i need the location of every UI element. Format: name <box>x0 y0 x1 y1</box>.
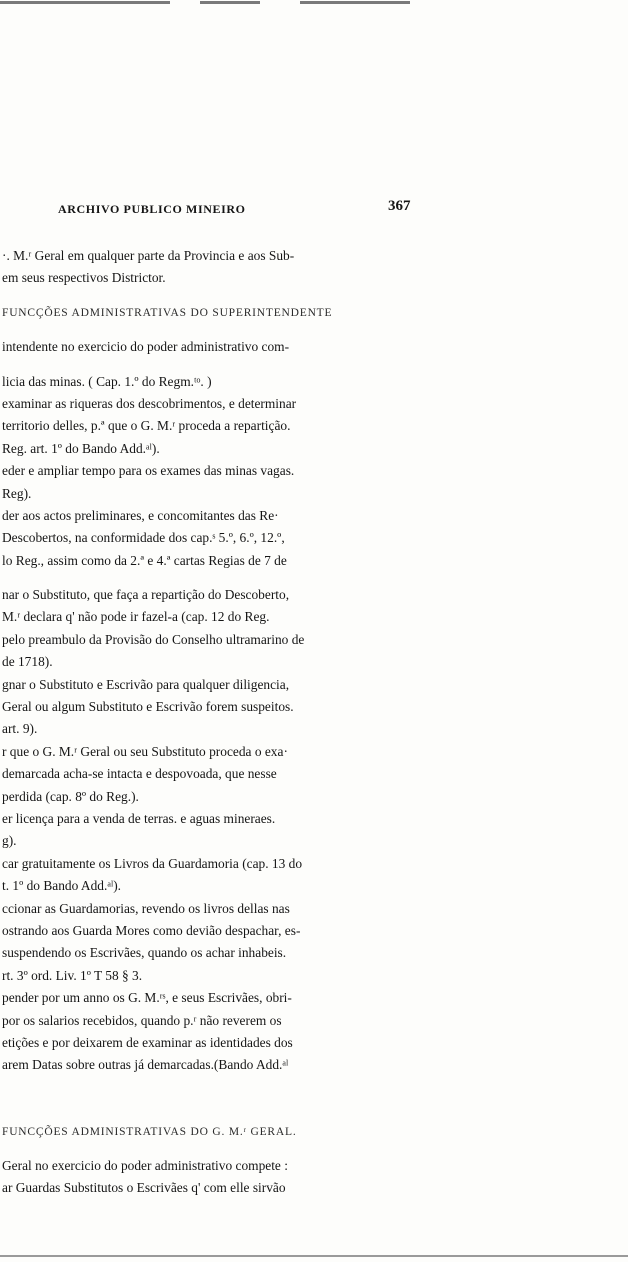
top-rule <box>0 0 628 10</box>
text-line: de 1718). <box>2 654 53 670</box>
text-line: ·. M.ʳ Geral em qualquer parte da Provincia e aos Sub- <box>2 248 295 263</box>
text-line: er licença para a venda de terras. e aguas mineraes. <box>2 810 276 826</box>
text-line: rt. 3º ord. Liv. 1º T 58 § 3. <box>2 967 143 983</box>
section-heading: FUNCÇÕES ADMINISTRATIVAS DO SUPERINTENDENTE <box>2 306 333 319</box>
text-line: intendente no exercicio do poder administrativo com- <box>2 339 290 355</box>
text-line: pelo preambulo da Provisão do Conselho ultramarino de <box>2 631 305 647</box>
text-line: r que o G. M.ʳ Geral ou seu Substituto proceda o exa· <box>2 743 288 759</box>
text-line: Geral no exercicio do poder administrativo compete : <box>2 1158 288 1174</box>
text-line: por os salarios recebidos, quando p.ʳ não reverem os <box>2 1012 282 1028</box>
text-line: arem Datas sobre outras já demarcadas.(Bando Add.ᵃˡ <box>2 1057 289 1073</box>
text-line: em seus respectivos Districtor. <box>2 270 166 286</box>
page-body <box>0 245 628 1200</box>
spacer <box>0 290 628 302</box>
text-line: nar o Substituto, que faça a repartição do Descoberto, <box>2 587 290 603</box>
text-line: der aos actos preliminares, e concomitantes das Re· <box>2 507 279 523</box>
page-header <box>0 198 628 220</box>
text-line: pender por um anno os G. M.ʳˢ, e seus Escrivães, obri- <box>2 990 292 1006</box>
spacer <box>0 324 628 336</box>
text-line: demarcada acha-se intacta e despovoada, que nesse <box>2 766 277 782</box>
text-line: lo Reg., assim como da 2.ª e 4.ª cartas Regias de 7 de <box>2 552 287 568</box>
text-line: examinar as riqueras dos descobrimentos, e determinar <box>2 395 297 411</box>
text-line: ostrando aos Guarda Mores como devião despachar, es- <box>2 922 301 938</box>
text-line: ar Guardas Substitutos o Escrivães q' com elle sirvão <box>2 1180 286 1196</box>
spacer <box>0 572 628 584</box>
section-heading: FUNCÇÕES ADMINISTRATIVAS DO G. M.ʳ GERAL. <box>2 1125 297 1138</box>
spacer <box>0 1143 628 1155</box>
text-line: ccionar as Guardamorias, revendo os livros dellas nas <box>2 900 290 916</box>
text-line: suspendendo os Escrivães, quando os achar inhabeis. <box>2 945 287 961</box>
page-number: 367 <box>388 198 411 214</box>
text-line: licia das minas. ( Cap. 1.º do Regm.ᵗᵒ. ) <box>2 373 212 389</box>
text-line: Reg). <box>2 485 32 501</box>
text-line: art. 9). <box>2 721 38 737</box>
spacer <box>0 1077 628 1121</box>
text-line: Descobertos, na conformidade dos cap.ˢ 5.º, 6.º, 12.º, <box>2 530 285 546</box>
text-line: eder e ampliar tempo para os exames das minas vagas. <box>2 463 295 479</box>
text-line: Geral ou algum Substituto e Escrivão forem suspeitos. <box>2 699 294 715</box>
running-head: ARCHIVO PUBLICO MINEIRO <box>58 202 246 216</box>
text-line: gnar o Substituto e Escrivão para qualquer diligencia, <box>2 676 290 692</box>
text-line: territorio delles, p.ª que o G. M.ʳ proceda a repartição. <box>2 418 291 434</box>
text-line: Reg. art. 1º do Bando Add.ᵃˡ). <box>2 440 160 456</box>
bottom-rule <box>0 1253 628 1259</box>
text-line: t. 1º do Bando Add.ᵃˡ). <box>2 878 122 894</box>
text-line: g). <box>2 833 17 849</box>
text-line: M.ʳ declara q' não pode ir fazel-a (cap. 12 do Reg. <box>2 609 270 625</box>
text-line: car gratuitamente os Livros da Guardamoria (cap. 13 do <box>2 855 303 871</box>
text-line: etições e por deixarem de examinar as identidades dos <box>2 1034 293 1050</box>
spacer <box>0 359 628 371</box>
text-line: perdida (cap. 8º do Reg.). <box>2 788 139 804</box>
